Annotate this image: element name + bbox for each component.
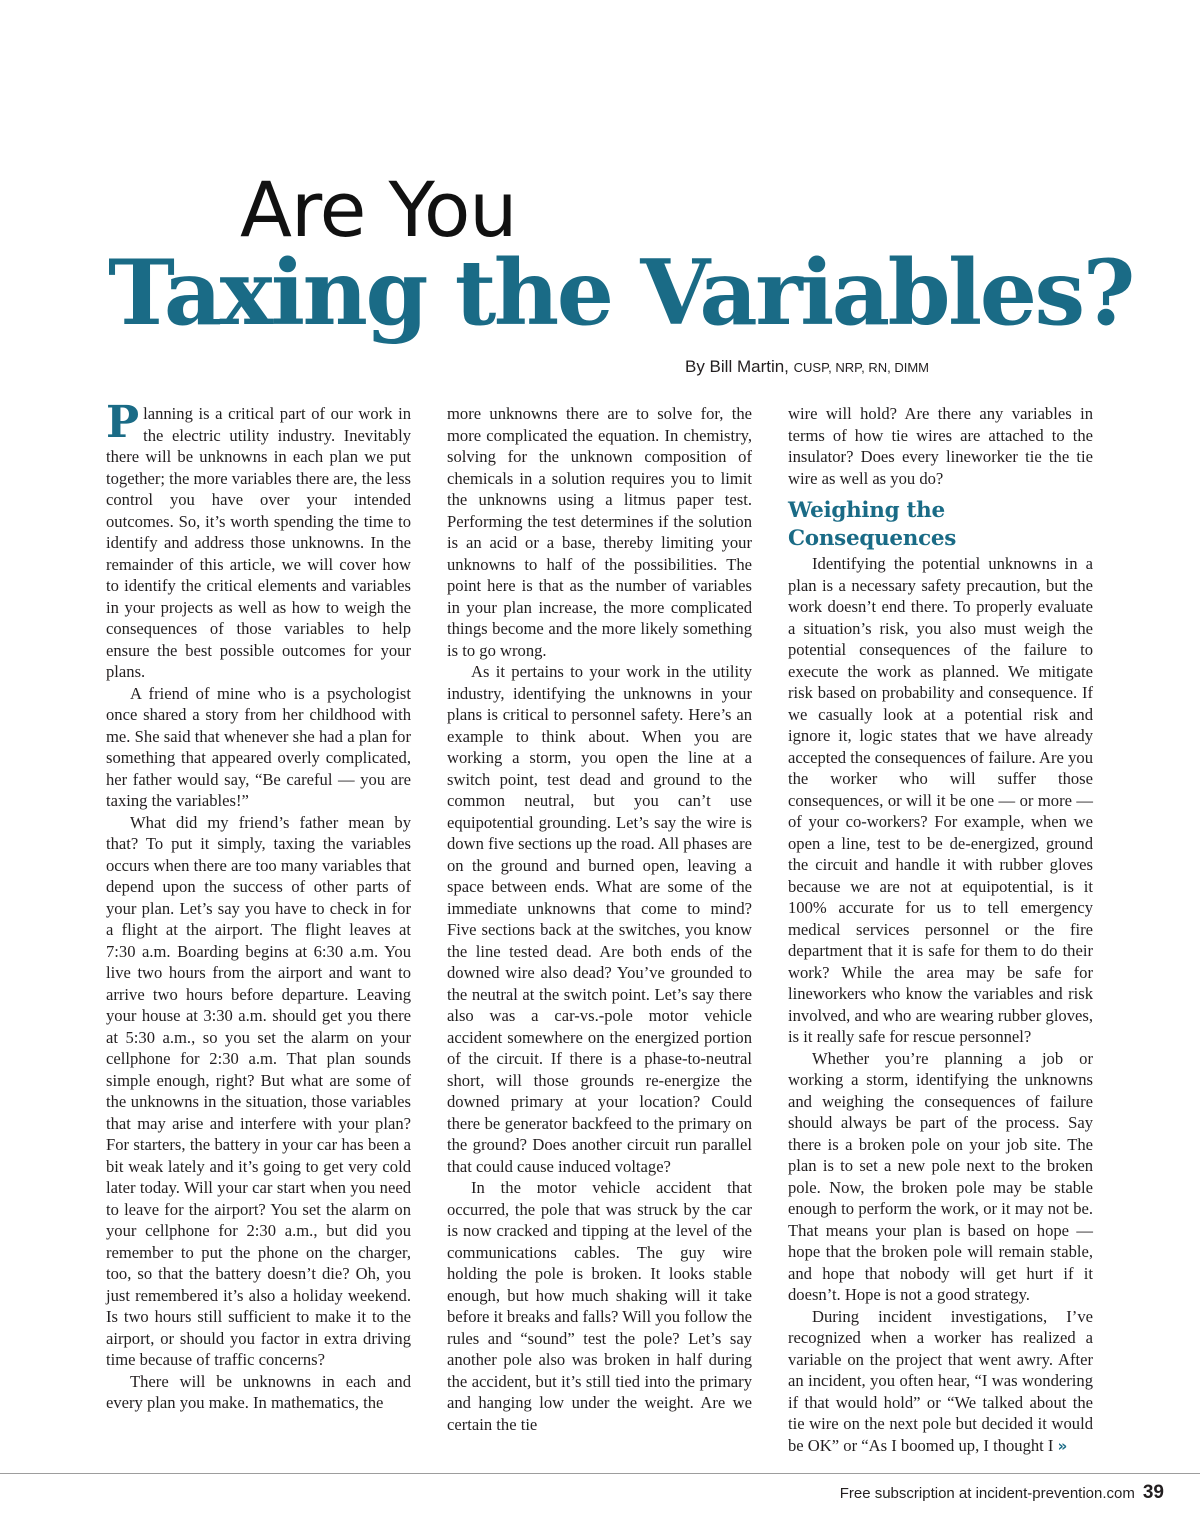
paragraph: There will be unknowns in each and every plan you make. In mathematics, the <box>106 1371 411 1412</box>
article-column-3 <box>788 403 1093 1457</box>
paragraph: wire will hold? Are there any variables in terms of how tie wires are attached to the insulator? Does every lineworker tie the tie wire as well as you do? <box>788 404 1093 488</box>
paragraph-text: lanning is a critical part of our work in the electric utility industry. Inevitably there will be unknowns in each plan we put together; the more variables there are, the less control you have over your intended outcomes. So, it’s worth spending the time to identify and address those unknowns. In the remainder of this article, we will cover how to identify the critical elements and variables in your projects as well as how to weigh the consequences of those variables to help ensure the best possible outcomes for your plans. <box>106 404 412 681</box>
drop-cap: P <box>106 397 140 448</box>
paragraph: What did my friend’s father mean by that? To put it simply, taxing the variables occurs when there are too many variables that depend upon the success of other parts of your plan. Let’s say you have to check in for a flight at the airport. The flight leaves at 7:30 a.m. Boarding begins at 6:30 a.m. You live two hours from the airport and want to arrive two hours before departure. Leaving your house at 3:30 a.m. should get you there at 5:30 a.m., so you set the alarm on your cellphone for 2:30 a.m. That plan sounds simple enough, right? But what are some of the unknowns in the situation, those variables that may arise and interfere with your plan? For starters, the battery in your car has been a bit weak lately and it’s going to get very cold later today. Will your car start when you need to leave for the airport? You set the alarm on your cellphone for 2:30 a.m., but did you remember to put the phone on the charger, too, so that the battery doesn’t die? Oh, you just remembered it’s also a holiday weekend. Is two hours still sufficient to make it to the airport, or should you factor in extra driving time because of traffic concerns? <box>106 812 411 1369</box>
byline-name: By Bill Martin, <box>685 357 789 376</box>
paragraph <box>106 397 412 683</box>
article-column-2 <box>447 403 752 1435</box>
byline-credentials: CUSP, NRP, RN, DIMM <box>793 360 929 375</box>
footer-subscription-text: Free subscription at incident-prevention.com <box>839 1485 1135 1502</box>
paragraph: more unknowns there are to solve for, the more complicated the equation. In chemistry, solving for the unknown composition of chemicals in a solution requires you to limit the unknowns using a litmus paper test. Performing the test determines if the solution is an acid or a base, thereby limiting your unknowns to half of the possibilities. The point here is that as the number of variables in your plan increase, the more complicated things become and the more likely something is to go wrong. <box>447 404 752 660</box>
paragraph <box>788 1306 1093 1458</box>
title-line-1: Are You <box>240 165 517 254</box>
paragraph-text: During incident investigations, I’ve recognized when a worker has realized a variable on the project that went awry. After an incident, you often hear, “I was wondering if that would hold” or “We talked about the tie wire on the next pole but decided it would be OK” or “As I boomed up, I thought I <box>788 1306 1093 1455</box>
page-number: 39 <box>1142 1482 1164 1503</box>
paragraph: Identifying the potential unknowns in a plan is a necessary safety precaution, but the work doesn’t end there. To properly evaluate a situation’s risk, you also must weigh the potential consequences of the failure to execute the work as planned. We mitigate risk based on probability and consequence. If we casually look at a potential risk and ignore it, logic states that we have already accepted the consequences of failure. Are you the worker who will suffer those consequences, or will it be one — or more — of your co-workers? For example, when we open a line, test to be de-energized, ground the circuit and handle it with rubber gloves because we are not at equipotential, is it 100% accurate for us to tell emergency medical services personnel or the fire department that it is safe for them to do their work? While the area may be safe for lineworkers who know the variables and risk involved, and who are wearing rubber gloves, is it really safe for rescue personnel? <box>788 554 1093 1046</box>
continue-arrow-icon: » <box>1057 1436 1068 1455</box>
byline <box>685 357 929 377</box>
paragraph: A friend of mine who is a psychologist once shared a story from her childhood with me. She said that whenever she had a plan for something that appeared overly complicated, her father would say, “Be careful — you are taxing the variables!” <box>106 683 411 810</box>
paragraph: Whether you’re planning a job or working a storm, identifying the unknowns and weighing the consequences of failure should always be part of the process. Say there is a broken pole on your job site. The plan is to set a new pole next to the broken pole. Now, the broken pole may be stable enough to perform the work, or it may not be. That means your plan is based on hope — hope that the broken pole will remain stable, and hope that nobody will get hurt if it doesn’t. Hope is not a good strategy. <box>788 1048 1093 1304</box>
page-footer <box>840 1482 1164 1504</box>
footer-rule <box>0 1473 1200 1474</box>
section-heading: Weighing the Consequences <box>788 498 957 551</box>
paragraph: As it pertains to your work in the utility industry, identifying the unknowns in your plans is critical to personnel safety. Here’s an example to think about. When you are working a storm, you open the line at a switch point, test dead and ground to the common neutral, but you can’t use equipotential grounding. Let’s say the wire is down five sections up the road. All phases are on the ground and burned open, leaving a space between ends. What are some of the immediate unknowns that come to mind? Five sections back at the switches, you know the line tested dead. Are both ends of the downed wire also dead? You’ve grounded to the neutral at the switch point. Let’s say there also was a car-vs.-pole motor vehicle accident somewhere on the energized portion of the circuit. If there is a phase-to-neutral short, will those grounds re-energize the downed primary at your location? Could there be generator backfeed to the primary on the ground? Does another circuit run parallel that could cause induced voltage? <box>447 662 752 1176</box>
article-column-1 <box>106 397 412 1414</box>
paragraph: In the motor vehicle accident that occurred, the pole that was struck by the car is now cracked and tipping at the level of the communications cables. The guy wire holding the pole is broken. It looks stable enough, but how much shaking will it take before it breaks and falls? Will you follow the rules and “sound” test the pole? Let’s say another pole also was broken in half during the accident, but it’s still tied into the primary and hanging low under the weight. Are we certain the tie <box>447 1178 752 1434</box>
title-line-2: Taxing the Variables? <box>108 240 1133 346</box>
